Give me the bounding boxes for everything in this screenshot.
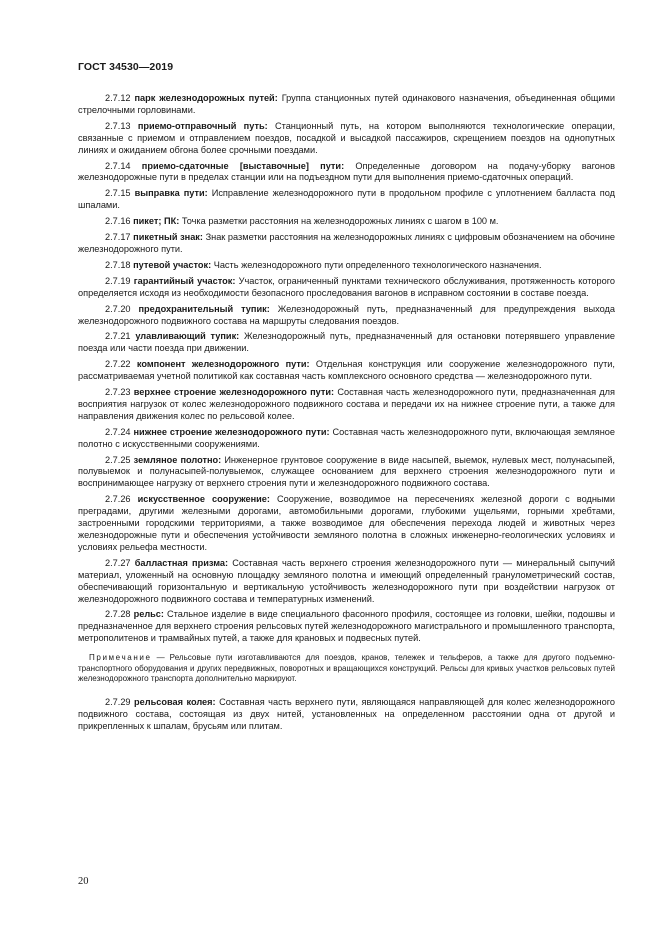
term-name: нижнее строение железнодорожного пути: xyxy=(133,426,330,437)
term-entry xyxy=(78,304,615,328)
term-entry xyxy=(78,494,615,554)
term-name: парк железнодорожных путей: xyxy=(134,93,278,103)
term-definition: Знак разметки расстояния на железнодорожных линиях с цифровым обозначением на обочине железнодорожного пути. xyxy=(78,232,615,254)
term-entry xyxy=(78,387,615,423)
term-entry xyxy=(78,216,615,228)
term-entry xyxy=(78,359,615,383)
term-name: предохранительный тупик: xyxy=(138,303,270,314)
term-number: 2.7.13 xyxy=(105,120,131,131)
term-definition: Определенные договором на подачу-уборку вагонов железнодорожные пути в пределах станции или на подъездном пути для выполнения приемо-сдаточных операций. xyxy=(78,160,615,183)
term-definition: Составная часть верхнего пути, являющаяся направляющей для колес железнодорожного подвижного состава, состоящая из двух нитей, установленных на определенном расстоянии одна от другой и прикрепленных к шпалам, брусьям или плитам. xyxy=(78,696,615,731)
term-definition: Железнодорожный путь, предназначенный для предупреждения выхода железнодорожного подвижного состава на маршруты следования поездов. xyxy=(78,303,615,326)
term-entry xyxy=(78,121,615,157)
term-number: 2.7.24 xyxy=(105,426,131,437)
page-number: 20 xyxy=(78,876,89,887)
term-name: путевой участок: xyxy=(133,259,212,270)
term-name: выправка пути: xyxy=(134,188,208,199)
term-definition: Участок, ограниченный пунктами технического обслуживания, протяженность которого определяется исходя из необходимости безопасного проследования вагонов в исправном состоянии в составе поезда. xyxy=(78,275,615,298)
term-number: 2.7.29 xyxy=(105,696,131,707)
term-name: улавливающий тупик: xyxy=(135,331,240,342)
term-number: 2.7.14 xyxy=(105,160,131,171)
term-definition: Стальное изделие в виде специального фасонного профиля, состоящее из головки, шейки, подошвы и предназначенное для верхнего строения рельсовых путей железнодорожного магистрального и промышленного транспорта, метрополитенов и трамвайных путей, а также для крановых и подвесных путей. xyxy=(78,609,616,644)
term-entry xyxy=(78,427,615,451)
term-definition: Группа станционных путей одинакового назначения, объединенная общими стрелочными горловинами. xyxy=(78,93,615,115)
term-number: 2.7.18 xyxy=(105,259,131,270)
term-entry xyxy=(78,188,615,212)
term-name: рельс: xyxy=(133,609,164,620)
term-number: 2.7.15 xyxy=(105,188,131,199)
term-definition: Исправление железнодорожного пути в продольном профиле с уплотнением балласта под шпалами. xyxy=(78,188,616,211)
term-number: 2.7.19 xyxy=(105,275,131,286)
note xyxy=(78,653,615,685)
term-name: пикет; ПК: xyxy=(133,216,180,227)
term-name: приемо-отправочный путь: xyxy=(137,120,268,131)
term-number: 2.7.26 xyxy=(105,494,131,505)
term-name: балластная призма: xyxy=(134,557,229,568)
term-definition: Железнодорожный путь, предназначенный для остановки потерявшего управление поезда или части поезда при движении. xyxy=(78,331,615,354)
term-definition: Составная часть железнодорожного пути, предназначенная для восприятия нагрузок от колес железнодорожного подвижного состава и передачи их на нижнее строение пути, а также для направления движения колес по рельсовой колее. xyxy=(78,387,615,421)
term-entry xyxy=(78,93,615,117)
term-name: приемо-сдаточные [выставочные] пути: xyxy=(141,160,345,171)
term-number: 2.7.12 xyxy=(105,93,131,103)
term-name: рельсовая колея: xyxy=(134,696,216,707)
term-name: компонент железнодорожного пути: xyxy=(136,359,310,370)
term-entry xyxy=(78,331,615,355)
note-text: — Рельсовые пути изготавливаются для поездов, кранов, тележек и тельферов, а также для другого подъемно-транспортного оборудования и других передвижных, поворотных и вращающихся конструкций. Рельсы для кривых участков рельсовых путей железнодорожного транспорта дополнительно маркируют. xyxy=(78,653,615,684)
term-definition: Часть железнодорожного пути определенного технологического назначения. xyxy=(213,259,542,270)
term-entry xyxy=(78,161,615,185)
term-name: пикетный знак: xyxy=(133,232,203,243)
term-definition: Точка разметки расстояния на железнодорожных линиях с шагом в 100 м. xyxy=(181,216,499,227)
term-entry xyxy=(78,232,615,256)
term-name: верхнее строение железнодорожного пути: xyxy=(133,387,335,398)
term-name: искусственное сооружение: xyxy=(137,494,270,505)
term-name: земляное полотно: xyxy=(133,454,222,465)
term-entry xyxy=(78,697,615,733)
term-entry xyxy=(78,558,615,606)
term-definition: Составная часть железнодорожного пути, включающая земляное полотно с искусственными сооружениями. xyxy=(78,426,615,449)
document-body xyxy=(78,93,615,737)
note-label: Примечание xyxy=(89,653,152,663)
term-number: 2.7.22 xyxy=(105,359,131,370)
term-definition: Составная часть верхнего строения железнодорожного пути — минеральный сыпучий материал, уложенный на основную площадку земляного полотна и имеющий определенный гранулометрический состав, обеспечивающий горизонтальную и вертикальную устойчивость железнодорожного пути при воздействии нагрузок от железнодорожного подвижного состава и температурных изменений. xyxy=(78,557,615,604)
term-number: 2.7.27 xyxy=(105,557,131,568)
term-list xyxy=(78,93,615,645)
term-definition: Станционный путь, на котором выполняются технологические операции, связанные с приемом и отправлением поездов, посадкой и высадкой пассажиров, скрещением поездов на однопутных линиях и ожиданием обгона более срочными поездами. xyxy=(78,120,615,155)
term-entry xyxy=(78,609,615,645)
term-definition: Сооружение, возводимое на пересечениях железной дороги с водными преградами, другими железными дорогами, автомобильными дорогами, глубокими ущельями, горными хребтами, застроенными городскими территориями, а также возводимое для обеспечения перехода людей и животных через железнодорожные пути и обеспечения устойчивости земляного полотна в сложных инженерно-геологических условиях и условиях рельефа местности. xyxy=(78,494,615,552)
term-number: 2.7.23 xyxy=(105,387,131,398)
term-name: гарантийный участок: xyxy=(133,275,236,286)
term-entry xyxy=(78,276,615,300)
page-header: ГОСТ 34530—2019 xyxy=(78,61,174,73)
term-entry xyxy=(78,260,615,272)
term-number: 2.7.28 xyxy=(105,609,131,620)
term-number: 2.7.21 xyxy=(105,331,131,342)
term-number: 2.7.20 xyxy=(105,303,131,314)
term-number: 2.7.17 xyxy=(105,232,131,243)
term-number: 2.7.25 xyxy=(105,454,131,465)
term-number: 2.7.16 xyxy=(105,216,131,227)
term-entry xyxy=(78,455,615,491)
term-definition: Инженерное грунтовое сооружение в виде насыпей, выемок, нулевых мест, полунасыпей, полувыемок и полунасыпей-полувыемок, служащее основанием для верхнего строения железнодорожного пути и воспринимающее нагрузку от верхнего строения пути и железнодорожного подвижного состава. xyxy=(78,454,615,489)
term-definition: Отдельная конструкция или сооружение железнодорожного пути, рассматриваемая учетной политикой как составная часть комплексного основного средства — железнодорожного пути. xyxy=(78,359,615,382)
